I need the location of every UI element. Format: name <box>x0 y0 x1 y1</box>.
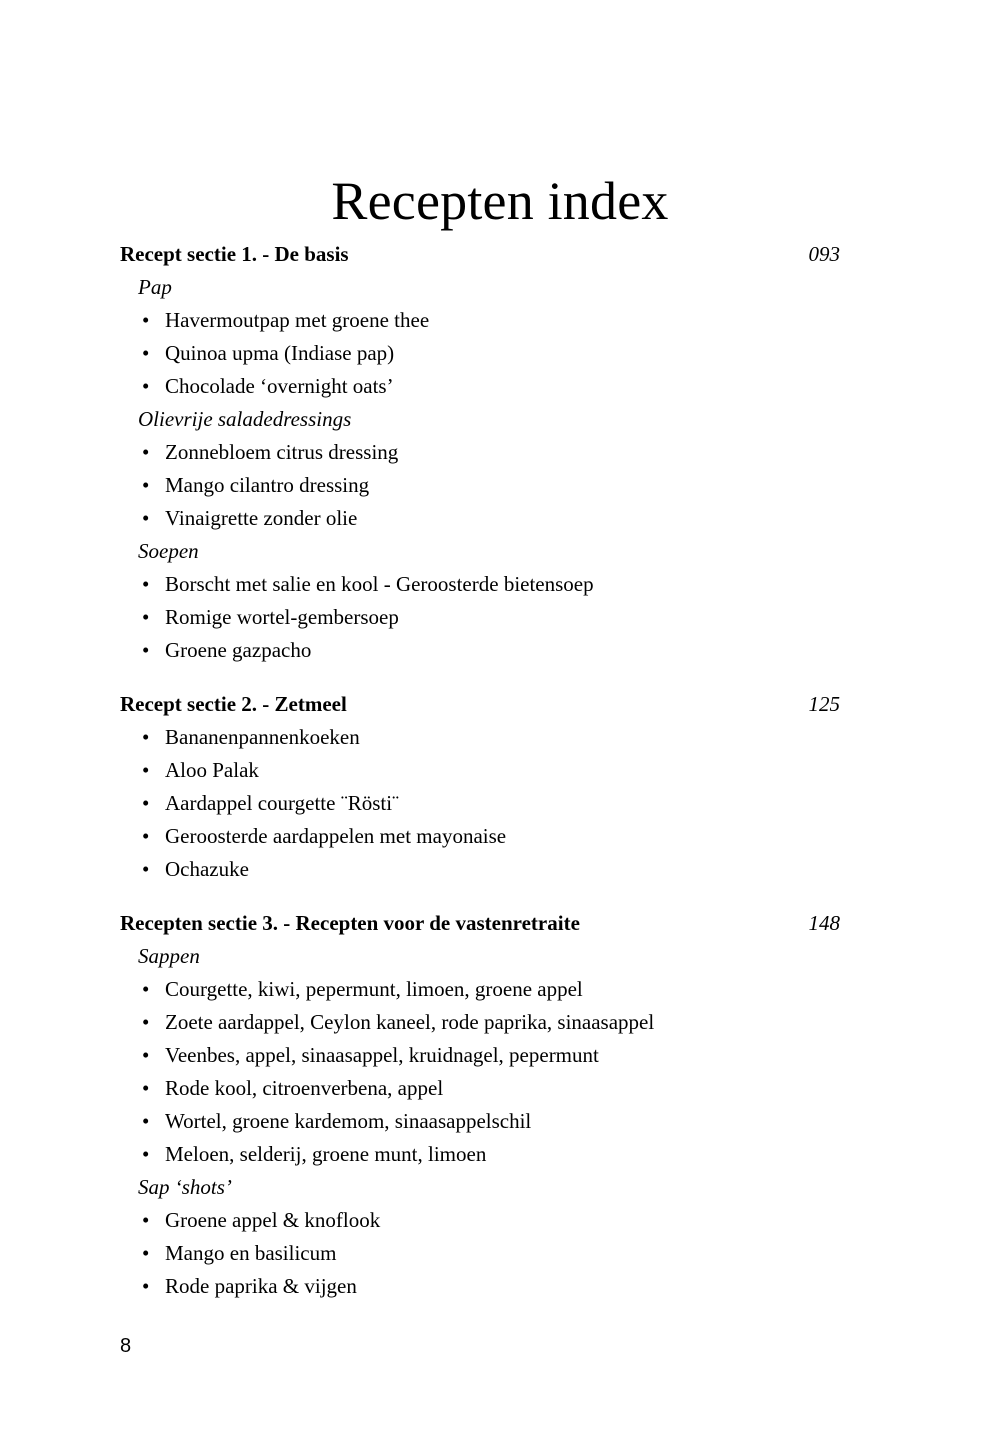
group-subheading: Sap ‘shots’ <box>138 1175 232 1199</box>
list-item-label: Havermoutpap met groene thee <box>165 308 430 332</box>
bullet-icon: • <box>142 1142 150 1166</box>
section-heading[interactable] <box>120 907 840 940</box>
list-item[interactable] <box>120 1237 840 1270</box>
section-page-number: 093 <box>808 242 840 266</box>
list-item[interactable] <box>120 1105 840 1138</box>
list-item-label: Borscht met salie en kool - Geroosterde bietensoep <box>165 572 594 596</box>
list-item[interactable] <box>120 436 840 469</box>
section-heading[interactable] <box>120 688 840 721</box>
list-item[interactable] <box>120 973 840 1006</box>
list-item[interactable] <box>120 820 840 853</box>
recipe-item-list <box>120 568 840 667</box>
list-item-label: Courgette, kiwi, pepermunt, limoen, groene appel <box>165 977 583 1001</box>
bullet-icon: • <box>142 1109 150 1133</box>
bullet-icon: • <box>142 1076 150 1100</box>
list-item[interactable] <box>120 721 840 754</box>
list-item-label: Chocolade ‘overnight oats’ <box>165 374 394 398</box>
list-item-label: Mango en basilicum <box>165 1241 337 1265</box>
list-item[interactable] <box>120 601 840 634</box>
list-item-label: Aloo Palak <box>165 758 259 782</box>
group-subheading: Sappen <box>138 944 200 968</box>
bullet-icon: • <box>142 1274 150 1298</box>
list-item[interactable] <box>120 634 840 667</box>
list-item-label: Ochazuke <box>165 857 249 881</box>
bullet-icon: • <box>142 758 150 782</box>
index-section <box>120 238 840 667</box>
bullet-icon: • <box>142 341 150 365</box>
list-item-label: Groene appel & knoflook <box>165 1208 381 1232</box>
bullet-icon: • <box>142 572 150 596</box>
index-section <box>120 907 840 1303</box>
bullet-icon: • <box>142 1043 150 1067</box>
list-item[interactable] <box>120 502 840 535</box>
list-item-label: Geroosterde aardappelen met mayonaise <box>165 824 507 848</box>
bullet-icon: • <box>142 308 150 332</box>
recipe-item-list <box>120 721 840 886</box>
list-item[interactable] <box>120 787 840 820</box>
list-item-label: Romige wortel-gembersoep <box>165 605 399 629</box>
group-subheading: Pap <box>138 275 172 299</box>
list-item[interactable] <box>120 754 840 787</box>
list-item-label: Zonnebloem citrus dressing <box>165 440 399 464</box>
list-item-label: Wortel, groene kardemom, sinaasappelschil <box>165 1109 532 1133</box>
index-section <box>120 688 840 886</box>
list-item-label: Rode kool, citroenverbena, appel <box>165 1076 444 1100</box>
list-item[interactable] <box>120 337 840 370</box>
list-item-label: Aardappel courgette ¨Rösti¨ <box>165 791 400 815</box>
section-heading[interactable] <box>120 238 840 271</box>
list-item-label: Groene gazpacho <box>165 638 312 662</box>
bullet-icon: • <box>142 977 150 1001</box>
list-item[interactable] <box>120 1204 840 1237</box>
list-item-label: Vinaigrette zonder olie <box>165 506 358 530</box>
group-subheading: Soepen <box>138 539 199 563</box>
list-item-label: Mango cilantro dressing <box>165 473 370 497</box>
bullet-icon: • <box>142 506 150 530</box>
section-heading-label: Recept sectie 1. - De basis <box>120 242 349 266</box>
bullet-icon: • <box>142 1208 150 1232</box>
list-item[interactable] <box>120 469 840 502</box>
list-item[interactable] <box>120 568 840 601</box>
bullet-icon: • <box>142 638 150 662</box>
section-page-number: 148 <box>808 911 840 935</box>
recipe-index-list <box>120 238 840 1303</box>
bullet-icon: • <box>142 473 150 497</box>
list-item[interactable] <box>120 304 840 337</box>
bullet-icon: • <box>142 791 150 815</box>
list-item-label: Veenbes, appel, sinaasappel, kruidnagel, pepermunt <box>165 1043 599 1067</box>
recipe-item-list <box>120 304 840 403</box>
list-item[interactable] <box>120 1138 840 1171</box>
recipe-item-list <box>120 1204 840 1303</box>
bullet-icon: • <box>142 1241 150 1265</box>
list-item-label: Meloen, selderij, groene munt, limoen <box>165 1142 487 1166</box>
recipe-item-list <box>120 436 840 535</box>
list-item[interactable] <box>120 853 840 886</box>
list-item-label: Bananenpannenkoeken <box>165 725 360 749</box>
bullet-icon: • <box>142 440 150 464</box>
list-item[interactable] <box>120 1039 840 1072</box>
group-subheading: Olievrije saladedressings <box>138 407 352 431</box>
bullet-icon: • <box>142 857 150 881</box>
list-item[interactable] <box>120 370 840 403</box>
bullet-icon: • <box>142 725 150 749</box>
section-heading-label: Recepten sectie 3. - Recepten voor de vastenretraite <box>120 911 580 935</box>
list-item[interactable] <box>120 1072 840 1105</box>
page-title: Recepten index <box>331 171 669 232</box>
section-page-number: 125 <box>808 692 840 716</box>
section-heading-label: Recept sectie 2. - Zetmeel <box>120 692 347 716</box>
bullet-icon: • <box>142 605 150 629</box>
list-item-label: Zoete aardappel, Ceylon kaneel, rode paprika, sinaasappel <box>165 1010 655 1034</box>
list-item-label: Quinoa upma (Indiase pap) <box>165 341 395 365</box>
bullet-icon: • <box>142 824 150 848</box>
list-item-label: Rode paprika & vijgen <box>165 1274 357 1298</box>
page-number: 8 <box>120 1335 132 1357</box>
bullet-icon: • <box>142 1010 150 1034</box>
list-item[interactable] <box>120 1006 840 1039</box>
bullet-icon: • <box>142 374 150 398</box>
recipe-item-list <box>120 973 840 1171</box>
list-item[interactable] <box>120 1270 840 1303</box>
